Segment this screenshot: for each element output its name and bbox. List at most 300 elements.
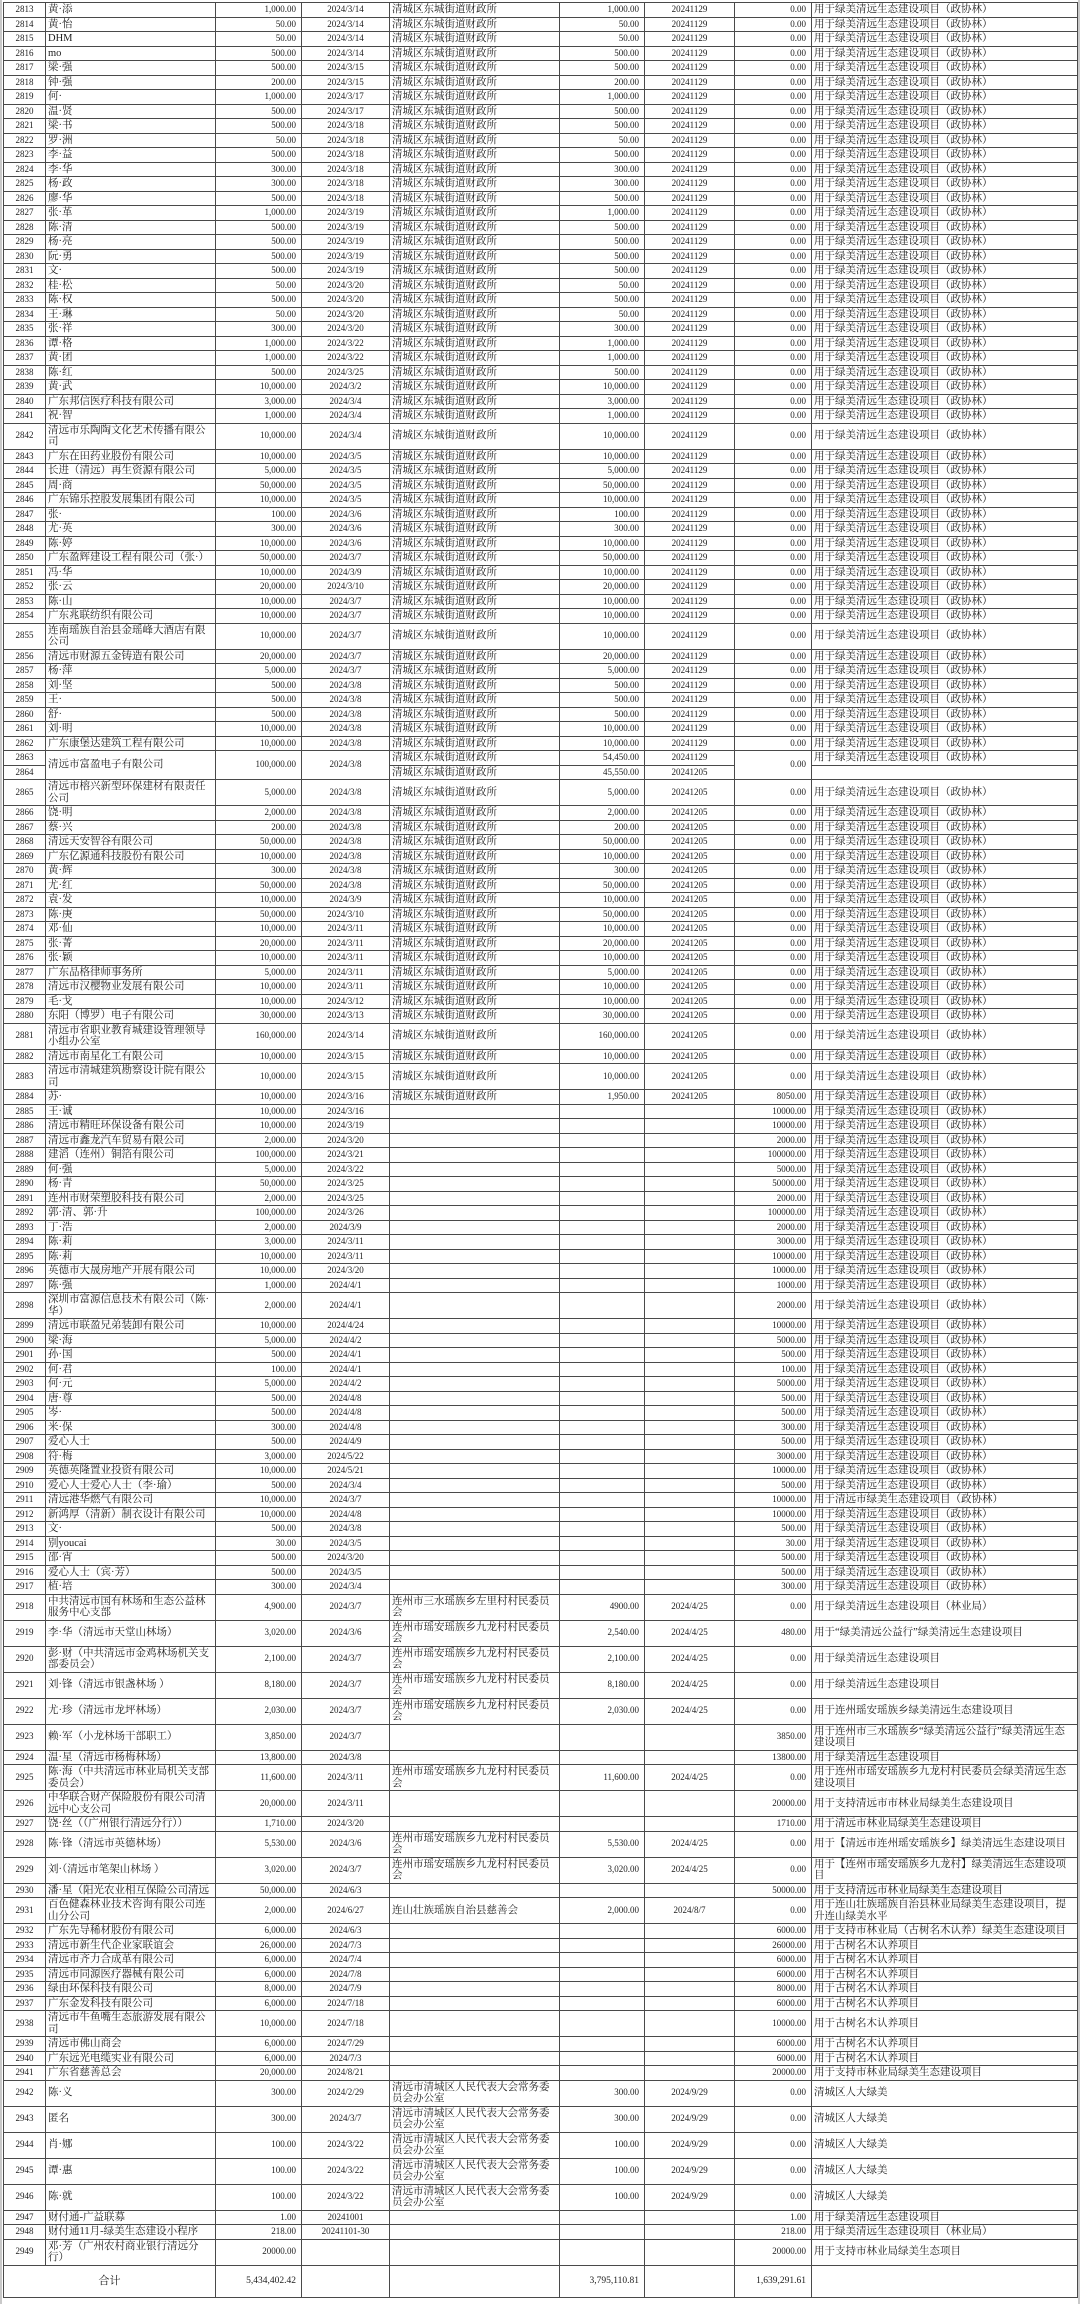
donor-cell: 中共清远市国有林场和生态公益林服务中心支部 bbox=[46, 1594, 216, 1620]
donation-date-cell: 2024/5/22 bbox=[302, 1449, 390, 1464]
purpose-cell: 用于绿美清远生态建设项目（政协林） bbox=[812, 191, 1078, 206]
received-date-cell: 20241205 bbox=[645, 1064, 735, 1090]
table-row bbox=[4, 1646, 1078, 1672]
table-row bbox=[4, 1620, 1078, 1646]
table-row bbox=[4, 1293, 1078, 1319]
donation-date-cell: 2024/3/8 bbox=[302, 864, 390, 879]
purpose-cell: 清城区人大绿美 bbox=[812, 2184, 1078, 2210]
seq-cell: 2852 bbox=[4, 580, 46, 595]
donor-cell: 陈·庚 bbox=[46, 907, 216, 922]
purpose-cell: 用于绿美清远生态建设项目 bbox=[812, 1750, 1078, 1765]
balance-amount-cell: 0.00 bbox=[735, 693, 812, 708]
donation-date-cell: 2024/4/1 bbox=[302, 1293, 390, 1319]
received-amount-cell bbox=[560, 1333, 645, 1348]
received-amount-cell: 10,000.00 bbox=[560, 922, 645, 937]
received-date-cell: 2024/9/29 bbox=[645, 2132, 735, 2158]
seq-cell: 2905 bbox=[4, 1406, 46, 1421]
donation-amount-cell: 50.00 bbox=[216, 133, 302, 148]
received-amount-cell: 2,000.00 bbox=[560, 1898, 645, 1924]
received-date-cell: 20241129 bbox=[645, 104, 735, 119]
donation-date-cell: 2024/3/7 bbox=[302, 551, 390, 566]
donation-amount-cell: 10,000.00 bbox=[216, 1319, 302, 1334]
donation-date-cell: 2024/6/3 bbox=[302, 1883, 390, 1898]
balance-amount-cell: 1.00 bbox=[735, 2210, 812, 2225]
donation-date-cell: 2024/3/9 bbox=[302, 565, 390, 580]
seq-cell: 2843 bbox=[4, 449, 46, 464]
received-amount-cell bbox=[560, 2210, 645, 2225]
seq-cell: 2828 bbox=[4, 220, 46, 235]
received-date-cell bbox=[645, 1817, 735, 1832]
receiving-unit-cell: 清城区东城街道财政所 bbox=[390, 980, 560, 995]
received-date-cell: 20241129 bbox=[645, 336, 735, 351]
receiving-unit-cell: 清城区东城街道财政所 bbox=[390, 307, 560, 322]
receiving-unit-cell bbox=[390, 1133, 560, 1148]
receiving-unit-cell: 清城区东城街道财政所 bbox=[390, 936, 560, 951]
donation-amount-cell: 5,000.00 bbox=[216, 1333, 302, 1348]
donor-cell: 连州市财荣塑胶科技有限公司 bbox=[46, 1191, 216, 1206]
receiving-unit-cell: 清城区东城街道财政所 bbox=[390, 3, 560, 18]
donation-amount-cell: 500.00 bbox=[216, 707, 302, 722]
donation-amount-cell: 500.00 bbox=[216, 365, 302, 380]
seq-cell: 2934 bbox=[4, 1953, 46, 1968]
balance-amount-cell: 0.00 bbox=[735, 46, 812, 61]
purpose-cell: 用于绿美清远生态建设项目（政协林） bbox=[812, 980, 1078, 995]
received-date-cell bbox=[645, 1293, 735, 1319]
receiving-unit-cell bbox=[390, 1319, 560, 1334]
seq-cell: 2931 bbox=[4, 1898, 46, 1924]
donor-cell: 匿名 bbox=[46, 2106, 216, 2132]
table-row bbox=[4, 1507, 1078, 1522]
donation-date-cell: 2024/3/7 bbox=[302, 1698, 390, 1724]
purpose-cell: 用于连山壮族瑶族自治县林业局绿美生态建设项目，提升连山绿美水平 bbox=[812, 1898, 1078, 1924]
seq-cell: 2875 bbox=[4, 936, 46, 951]
received-amount-cell bbox=[560, 1551, 645, 1566]
received-amount-cell: 500.00 bbox=[560, 104, 645, 119]
balance-amount-cell: 20000.00 bbox=[735, 2066, 812, 2081]
received-date-cell: 20241129 bbox=[645, 736, 735, 751]
table-row bbox=[4, 1996, 1078, 2011]
donation-amount-cell: 50.00 bbox=[216, 32, 302, 47]
received-amount-cell: 500.00 bbox=[560, 191, 645, 206]
purpose-cell: 用于绿美清远生态建设项目（政协林） bbox=[812, 536, 1078, 551]
donation-amount-cell: 100.00 bbox=[216, 2184, 302, 2210]
donation-date-cell: 2024/3/11 bbox=[302, 1791, 390, 1817]
seq-cell: 2922 bbox=[4, 1698, 46, 1724]
donation-amount-cell: 2,100.00 bbox=[216, 1646, 302, 1672]
balance-amount-cell: 10000.00 bbox=[735, 1104, 812, 1119]
table-row bbox=[4, 32, 1078, 47]
received-date-cell: 20241205 bbox=[645, 849, 735, 864]
donation-date-cell: 2024/3/7 bbox=[302, 1493, 390, 1508]
received-amount-cell: 500.00 bbox=[560, 61, 645, 76]
donation-date-cell: 2024/7/9 bbox=[302, 1982, 390, 1997]
received-amount-cell bbox=[560, 1967, 645, 1982]
donor-cell: 梁·书 bbox=[46, 119, 216, 134]
received-amount-cell: 20,000.00 bbox=[560, 936, 645, 951]
donation-date-cell: 2024/3/8 bbox=[302, 751, 390, 780]
donation-amount-cell: 5,000.00 bbox=[216, 1162, 302, 1177]
donation-date-cell: 2024/8/21 bbox=[302, 2066, 390, 2081]
purpose-cell: 用于绿美清远生态建设项目（政协林） bbox=[812, 1536, 1078, 1551]
seq-cell: 2910 bbox=[4, 1478, 46, 1493]
balance-amount-cell: 100.00 bbox=[735, 1362, 812, 1377]
seq-cell: 2844 bbox=[4, 464, 46, 479]
seq-cell: 2943 bbox=[4, 2106, 46, 2132]
received-amount-cell: 160,000.00 bbox=[560, 1023, 645, 1049]
donor-cell: 何·强 bbox=[46, 1162, 216, 1177]
received-amount-cell bbox=[560, 1817, 645, 1832]
received-amount-cell: 20,000.00 bbox=[560, 580, 645, 595]
table-row bbox=[4, 322, 1078, 337]
receiving-unit-cell bbox=[390, 1817, 560, 1832]
total-receiving-unit-empty bbox=[390, 2265, 560, 2298]
donor-cell: 陈·权 bbox=[46, 293, 216, 308]
received-amount-cell: 500.00 bbox=[560, 220, 645, 235]
received-date-cell bbox=[645, 1319, 735, 1334]
purpose-cell: 用于绿美清远生态建设项目（政协林） bbox=[812, 1391, 1078, 1406]
donation-amount-cell: 3,000.00 bbox=[216, 394, 302, 409]
balance-amount-cell: 0.00 bbox=[735, 893, 812, 908]
seq-cell: 2823 bbox=[4, 148, 46, 163]
receiving-unit-cell bbox=[390, 1580, 560, 1595]
seq-cell: 2820 bbox=[4, 104, 46, 119]
table-row bbox=[4, 2066, 1078, 2081]
donation-amount-cell: 200.00 bbox=[216, 75, 302, 90]
received-amount-cell: 500.00 bbox=[560, 365, 645, 380]
receiving-unit-cell: 清城区东城街道财政所 bbox=[390, 864, 560, 879]
received-amount-cell: 300.00 bbox=[560, 864, 645, 879]
donation-amount-cell: 500.00 bbox=[216, 46, 302, 61]
received-amount-cell: 500.00 bbox=[560, 249, 645, 264]
purpose-cell: 用于绿美清远生态建设项目（政协林） bbox=[812, 1551, 1078, 1566]
purpose-cell: 用于绿美清远生态建设项目（政协林） bbox=[812, 104, 1078, 119]
balance-amount-cell: 2000.00 bbox=[735, 1191, 812, 1206]
seq-cell: 2891 bbox=[4, 1191, 46, 1206]
received-amount-cell bbox=[560, 1391, 645, 1406]
receiving-unit-cell bbox=[390, 1235, 560, 1250]
receiving-unit-cell: 清城区东城街道财政所 bbox=[390, 133, 560, 148]
received-amount-cell: 100.00 bbox=[560, 2184, 645, 2210]
table-row bbox=[4, 278, 1078, 293]
donation-amount-cell: 300.00 bbox=[216, 522, 302, 537]
received-date-cell: 20241129 bbox=[645, 293, 735, 308]
donor-cell: 广东省慈善总会 bbox=[46, 2066, 216, 2081]
donation-amount-cell: 500.00 bbox=[216, 1406, 302, 1421]
donor-cell: 爱心人士（宾·芳） bbox=[46, 1565, 216, 1580]
received-amount-cell: 500.00 bbox=[560, 148, 645, 163]
donation-amount-cell: 300.00 bbox=[216, 1420, 302, 1435]
seq-cell: 2854 bbox=[4, 609, 46, 624]
donation-amount-cell: 50.00 bbox=[216, 278, 302, 293]
received-date-cell: 2024/9/29 bbox=[645, 2158, 735, 2184]
seq-cell: 2817 bbox=[4, 61, 46, 76]
receiving-unit-cell bbox=[390, 1551, 560, 1566]
balance-amount-cell: 0.00 bbox=[735, 351, 812, 366]
table-row bbox=[4, 1220, 1078, 1235]
table-row bbox=[4, 2158, 1078, 2184]
received-amount-cell: 500.00 bbox=[560, 693, 645, 708]
received-date-cell: 20241205 bbox=[645, 951, 735, 966]
donation-date-cell: 2024/3/18 bbox=[302, 191, 390, 206]
balance-amount-cell: 0.00 bbox=[735, 2158, 812, 2184]
receiving-unit-cell: 清城区东城街道财政所 bbox=[390, 1064, 560, 1090]
balance-amount-cell: 0.00 bbox=[735, 1646, 812, 1672]
total-purpose-empty bbox=[812, 2265, 1078, 2298]
balance-amount-cell: 0.00 bbox=[735, 177, 812, 192]
purpose-cell: 用于绿美清远生态建设项目（政协林） bbox=[812, 1580, 1078, 1595]
donor-cell: 连南瑶族自治县金瑶峰大酒店有限公司 bbox=[46, 623, 216, 649]
donation-date-cell: 2024/4/8 bbox=[302, 1420, 390, 1435]
donation-amount-cell: 20,000.00 bbox=[216, 936, 302, 951]
seq-cell: 2898 bbox=[4, 1293, 46, 1319]
received-amount-cell: 1,000.00 bbox=[560, 351, 645, 366]
received-date-cell: 20241205 bbox=[645, 1009, 735, 1024]
donation-date-cell: 2024/3/2 bbox=[302, 380, 390, 395]
balance-amount-cell: 0.00 bbox=[735, 206, 812, 221]
seq-cell: 2903 bbox=[4, 1377, 46, 1392]
received-date-cell bbox=[645, 1133, 735, 1148]
received-amount-cell: 1,000.00 bbox=[560, 90, 645, 105]
seq-cell: 2836 bbox=[4, 336, 46, 351]
purpose-cell: 用于绿美清远生态建设项目（政协林） bbox=[812, 522, 1078, 537]
purpose-cell: 用于古树名木认养项目 bbox=[812, 1967, 1078, 1982]
table-row bbox=[4, 90, 1078, 105]
received-amount-cell: 10,000.00 bbox=[560, 623, 645, 649]
received-amount-cell: 500.00 bbox=[560, 119, 645, 134]
seq-cell: 2887 bbox=[4, 1133, 46, 1148]
donation-amount-cell: 50.00 bbox=[216, 307, 302, 322]
seq-cell: 2842 bbox=[4, 423, 46, 449]
received-date-cell: 20241129 bbox=[645, 220, 735, 235]
purpose-cell: 用于绿美清远生态建设项目（政协林） bbox=[812, 1377, 1078, 1392]
table-row bbox=[4, 1924, 1078, 1939]
purpose-cell: 用于绿美清远生态建设项目（政协林） bbox=[812, 623, 1078, 649]
balance-amount-cell: 26000.00 bbox=[735, 1938, 812, 1953]
donor-cell: 广东邦信医疗科技有限公司 bbox=[46, 394, 216, 409]
purpose-cell: 用于绿美清远生态建设项目（政协林） bbox=[812, 1009, 1078, 1024]
table-row bbox=[4, 249, 1078, 264]
donation-amount-cell: 20,000.00 bbox=[216, 580, 302, 595]
seq-cell: 2847 bbox=[4, 507, 46, 522]
received-amount-cell bbox=[560, 1536, 645, 1551]
donation-date-cell: 2024/3/8 bbox=[302, 707, 390, 722]
receiving-unit-cell bbox=[390, 1449, 560, 1464]
purpose-cell: 用于绿美清远生态建设项目（政协林） bbox=[812, 220, 1078, 235]
purpose-cell: 用于绿美清远生态建设项目（政协林） bbox=[812, 1119, 1078, 1134]
donation-date-cell: 2024/3/7 bbox=[302, 1594, 390, 1620]
donation-amount-cell: 4,900.00 bbox=[216, 1594, 302, 1620]
seq-cell: 2824 bbox=[4, 162, 46, 177]
total-label: 合计 bbox=[4, 2265, 216, 2298]
table-row bbox=[4, 1278, 1078, 1293]
receiving-unit-cell bbox=[390, 1104, 560, 1119]
balance-amount-cell: 6000.00 bbox=[735, 1996, 812, 2011]
donor-cell: 张· bbox=[46, 507, 216, 522]
donation-date-cell: 2024/3/22 bbox=[302, 1162, 390, 1177]
balance-amount-cell: 0.00 bbox=[735, 1009, 812, 1024]
received-date-cell: 2024/9/29 bbox=[645, 2106, 735, 2132]
received-amount-cell: 30,000.00 bbox=[560, 1009, 645, 1024]
table-row bbox=[4, 449, 1078, 464]
receiving-unit-cell: 清城区东城街道财政所 bbox=[390, 351, 560, 366]
received-amount-cell: 2,540.00 bbox=[560, 1620, 645, 1646]
purpose-cell: 用于支持清远市市林业局绿美生态建设项目 bbox=[812, 1791, 1078, 1817]
receiving-unit-cell bbox=[390, 2239, 560, 2265]
seq-cell: 2916 bbox=[4, 1565, 46, 1580]
purpose-cell: 用于连州市三水瑶族乡“绿美清远公益行”绿美清远生态建设项目 bbox=[812, 1724, 1078, 1750]
received-date-cell: 20241205 bbox=[645, 806, 735, 821]
received-date-cell: 20241129 bbox=[645, 177, 735, 192]
seq-cell: 2933 bbox=[4, 1938, 46, 1953]
received-date-cell bbox=[645, 1420, 735, 1435]
received-amount-cell: 1,000.00 bbox=[560, 409, 645, 424]
balance-amount-cell: 0.00 bbox=[735, 609, 812, 624]
table-row bbox=[4, 1377, 1078, 1392]
donor-cell: 清远市清城建筑勘察设计院有限公司 bbox=[46, 1064, 216, 1090]
table-row bbox=[4, 1249, 1078, 1264]
received-date-cell: 20241205 bbox=[645, 864, 735, 879]
balance-amount-cell: 20000.00 bbox=[735, 2239, 812, 2265]
received-amount-cell: 50,000.00 bbox=[560, 907, 645, 922]
balance-amount-cell: 6000.00 bbox=[735, 1924, 812, 1939]
donation-amount-cell: 100.00 bbox=[216, 507, 302, 522]
donor-cell: 清远市同源医疗器械有限公司 bbox=[46, 1967, 216, 1982]
donation-amount-cell: 500.00 bbox=[216, 104, 302, 119]
seq-cell: 2876 bbox=[4, 951, 46, 966]
donation-date-cell: 2024/3/11 bbox=[302, 936, 390, 951]
donation-date-cell: 2024/3/8 bbox=[302, 1750, 390, 1765]
purpose-cell: 用于绿美清远生态建设项目（政协林） bbox=[812, 206, 1078, 221]
donation-date-cell: 2024/3/7 bbox=[302, 649, 390, 664]
donor-cell: 谭·惠 bbox=[46, 2158, 216, 2184]
table-row bbox=[4, 1953, 1078, 1968]
donation-amount-cell: 2,000.00 bbox=[216, 1191, 302, 1206]
donation-amount-cell: 2,000.00 bbox=[216, 1133, 302, 1148]
received-amount-cell: 50.00 bbox=[560, 17, 645, 32]
balance-amount-cell: 50000.00 bbox=[735, 1883, 812, 1898]
table-row bbox=[4, 1206, 1078, 1221]
donation-date-cell: 2024/6/27 bbox=[302, 1898, 390, 1924]
balance-amount-cell: 0.00 bbox=[735, 849, 812, 864]
receiving-unit-cell: 清城区东城街道财政所 bbox=[390, 693, 560, 708]
purpose-cell: 用于绿美清远生态建设项目（政协林） bbox=[812, 1333, 1078, 1348]
donor-cell: 何·元 bbox=[46, 1377, 216, 1392]
donor-cell: 广东品格律师事务所 bbox=[46, 965, 216, 980]
balance-amount-cell: 0.00 bbox=[735, 3, 812, 18]
received-date-cell: 20241205 bbox=[645, 820, 735, 835]
receiving-unit-cell: 清远市清城区人民代表大会常务委员会办公室 bbox=[390, 2184, 560, 2210]
table-row bbox=[4, 1982, 1078, 1997]
seq-cell: 2856 bbox=[4, 649, 46, 664]
donation-amount-cell: 500.00 bbox=[216, 1522, 302, 1537]
received-amount-cell: 50,000.00 bbox=[560, 878, 645, 893]
received-amount-cell: 10,000.00 bbox=[560, 380, 645, 395]
received-date-cell: 20241205 bbox=[645, 765, 735, 780]
table-row bbox=[4, 1319, 1078, 1334]
receiving-unit-cell: 清城区东城街道财政所 bbox=[390, 551, 560, 566]
receiving-unit-cell: 清城区东城街道财政所 bbox=[390, 322, 560, 337]
purpose-cell: 用于支持清远市林业局绿美生态建设项目 bbox=[812, 1883, 1078, 1898]
donation-amount-cell: 50,000.00 bbox=[216, 878, 302, 893]
received-date-cell: 20241205 bbox=[645, 994, 735, 1009]
total-received-date-empty bbox=[645, 2265, 735, 2298]
received-amount-cell: 4900.00 bbox=[560, 1594, 645, 1620]
receiving-unit-cell bbox=[390, 1293, 560, 1319]
balance-amount-cell: 6000.00 bbox=[735, 2037, 812, 2052]
receiving-unit-cell bbox=[390, 1220, 560, 1235]
purpose-cell: 用于绿美清远生态建设项目（政协林） bbox=[812, 464, 1078, 479]
donor-cell: 苏· bbox=[46, 1090, 216, 1105]
seq-cell: 2827 bbox=[4, 206, 46, 221]
receiving-unit-cell: 清城区东城街道财政所 bbox=[390, 736, 560, 751]
donation-amount-cell: 300.00 bbox=[216, 2106, 302, 2132]
donation-date-cell: 2024/3/19 bbox=[302, 206, 390, 221]
donation-date-cell: 2024/3/7 bbox=[302, 609, 390, 624]
donor-cell: 梁·海 bbox=[46, 1333, 216, 1348]
donation-date-cell: 2024/3/20 bbox=[302, 307, 390, 322]
purpose-cell: 用于绿美清远生态建设项目（政协林） bbox=[812, 1507, 1078, 1522]
purpose-cell: 用于绿美清远生态建设项目（政协林） bbox=[812, 893, 1078, 908]
donation-date-cell: 2024/4/2 bbox=[302, 1333, 390, 1348]
receiving-unit-cell: 清城区东城街道财政所 bbox=[390, 751, 560, 766]
donation-date-cell: 2024/3/6 bbox=[302, 1831, 390, 1857]
seq-cell: 2864 bbox=[4, 765, 46, 780]
table-row bbox=[4, 1672, 1078, 1698]
donation-date-cell: 2024/3/6 bbox=[302, 536, 390, 551]
donation-date-cell: 2024/3/15 bbox=[302, 61, 390, 76]
table-row bbox=[4, 1264, 1078, 1279]
donation-date-cell: 2024/3/14 bbox=[302, 1023, 390, 1049]
balance-amount-cell: 0.00 bbox=[735, 1831, 812, 1857]
donation-amount-cell: 500.00 bbox=[216, 148, 302, 163]
receiving-unit-cell bbox=[390, 1493, 560, 1508]
received-amount-cell: 10,000.00 bbox=[560, 565, 645, 580]
donation-amount-cell: 50,000.00 bbox=[216, 1883, 302, 1898]
receiving-unit-cell bbox=[390, 1938, 560, 1953]
balance-amount-cell: 100000.00 bbox=[735, 1148, 812, 1163]
donation-date-cell: 2024/3/7 bbox=[302, 594, 390, 609]
purpose-cell: 用于绿美清远生态建设项目（政协林） bbox=[812, 1478, 1078, 1493]
donor-cell: 清远市牛鱼嘴生态旅游发展有限公司 bbox=[46, 2011, 216, 2037]
donor-cell: 赖·军（小龙林场干部职工） bbox=[46, 1724, 216, 1750]
seq-cell: 2926 bbox=[4, 1791, 46, 1817]
received-amount-cell: 10,000.00 bbox=[560, 493, 645, 508]
received-date-cell bbox=[645, 2239, 735, 2265]
table-row bbox=[4, 1817, 1078, 1832]
table-row bbox=[4, 293, 1078, 308]
balance-amount-cell: 0.00 bbox=[735, 936, 812, 951]
donation-amount-cell: 3,020.00 bbox=[216, 1857, 302, 1883]
received-date-cell bbox=[645, 1982, 735, 1997]
donor-cell: 广东亿源通科技股份有限公司 bbox=[46, 849, 216, 864]
received-amount-cell: 20,000.00 bbox=[560, 649, 645, 664]
received-amount-cell bbox=[560, 1924, 645, 1939]
purpose-cell: 用于绿美清远生态建设项目（政协林） bbox=[812, 133, 1078, 148]
donation-amount-cell: 10,000.00 bbox=[216, 493, 302, 508]
balance-amount-cell: 0.00 bbox=[735, 907, 812, 922]
balance-amount-cell: 0.00 bbox=[735, 1594, 812, 1620]
donation-amount-cell: 500.00 bbox=[216, 220, 302, 235]
receiving-unit-cell: 连州市瑶安瑶族乡九龙村村民委员会 bbox=[390, 1857, 560, 1883]
donor-cell: 中华联合财产保险股份有限公司清远中心支公司 bbox=[46, 1791, 216, 1817]
received-date-cell bbox=[645, 2066, 735, 2081]
donation-amount-cell: 50,000.00 bbox=[216, 907, 302, 922]
balance-amount-cell: 0.00 bbox=[735, 806, 812, 821]
donation-amount-cell: 8,180.00 bbox=[216, 1672, 302, 1698]
received-amount-cell: 54,450.00 bbox=[560, 751, 645, 766]
purpose-cell: 用于绿美清远生态建设项目（政协林） bbox=[812, 907, 1078, 922]
received-amount-cell: 50.00 bbox=[560, 133, 645, 148]
